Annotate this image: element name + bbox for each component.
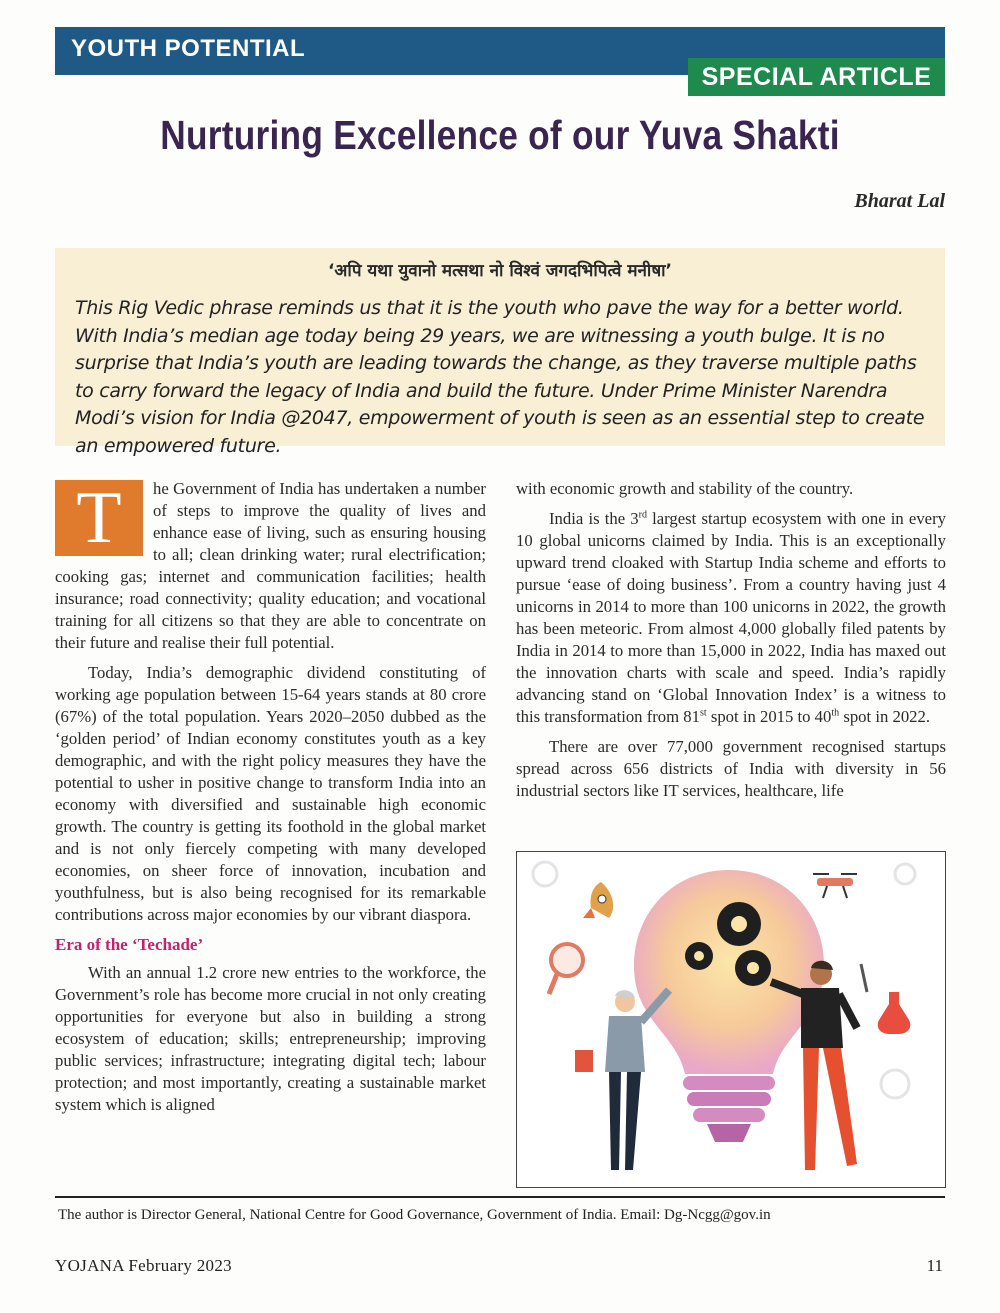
paragraph-4-text-a: India is the 3 [549, 509, 639, 528]
superscript-st: st [700, 707, 707, 719]
paragraph-4-text-c: spot in 2015 to 40 [706, 707, 832, 726]
author-footnote: The author is Director General, National Centre for Good Governance, Government of India. Email: Dg-Ncgg@gov.in [58, 1207, 771, 1223]
flask-icon [861, 964, 910, 1034]
youth-innovation-illustration [516, 851, 946, 1188]
subheading-techade: Era of the ‘Techade’ [55, 935, 204, 954]
section-label: YOUTH POTENTIAL [71, 35, 306, 62]
intro-text: This Rig Vedic phrase reminds us that it is the youth who pave the way for a better world. With India’s median age today being 29 years, we are witnessing a youth bulge. It is no surprise that India’s youth are leading towards the change, as they traverse multiple paths to carry forward the legacy of India and build the future. Under Prime Minister Narendra Modi’s vision for India @2047, empowerment of youth is seen as an essential step to create an empowered future. [75, 297, 925, 457]
paragraph-4 [516, 508, 946, 728]
lightbulb-icon [634, 870, 824, 1074]
paragraph-2: Today, India’s demographic dividend constituting of working age population between 15-64 years stands at 80 crore (67%) of the total population. Years 2020–2050 dubbed as the ‘golden period’ of Indian economy constitutes youth as a key demographic, and with the right policy measures they have the potential to usher in positive change to transform India into an economy with diversified and sustainable high economic growth. The country is getting its foothold in the global market and is not only fiercely competing with many developed economies, on sheer force of innovation, incubation and youthfulness, but is also being recognised for its remarkable contributions across major economies by our vibrant diaspora. [55, 663, 486, 924]
author-name: Bharat Lal [854, 190, 945, 212]
right-column [516, 478, 946, 810]
dropcap: T [55, 480, 143, 556]
paragraph-4-text-b: largest startup ecosystem with one in every 10 global unicorns claimed by India. This is an exceptionally upward trend cloaked with Startup India scheme and efforts to pursue ‘ease of doing business’. From a country having just 4 unicorns in 2014 to more than 100 unicorns in 2022, the growth has been meteoric. From almost 4,000 globally filed patents by India in 2014 to more than 15,000 in 2022, India has maxed out the innovation charts with scale and speed. India’s rapidly advancing stand on ‘Global Innovation Index’ is a witness to this transformation from 81 [516, 509, 946, 726]
paragraph-5: There are over 77,000 government recognised startups spread across 656 districts of India with diversity in 56 industrial sectors like IT services, healthcare, life [516, 737, 946, 800]
page-number: 11 [926, 1256, 943, 1275]
superscript-th: th [831, 707, 840, 719]
magnifier-icon [549, 944, 583, 994]
article-title: Nurturing Excellence of our Yuva Shakti [160, 112, 840, 158]
rocket-icon [583, 882, 613, 918]
sanskrit-quote: ‘अपि यथा युवानो मत्सथा नो विश्वं जगदभिपित्वे मनीषा’ [327, 261, 673, 281]
special-article-badge: SPECIAL ARTICLE [688, 58, 945, 96]
intro-box [55, 248, 945, 457]
superscript-rd: rd [638, 509, 647, 521]
publication-footer: YOJANA February 2023 [55, 1256, 232, 1275]
paragraph-1: he Government of India has undertaken a number of steps to improve the quality of lives and enhance ease of living, such as ensuring housing to all; clean drinking water; rural electrification; cooking gas; internet and communication facilities; health insurance; road connectivity; quality education; and vocational training for all citizens so that they are able to concentrate on their future and realise their full potential. [55, 479, 486, 652]
bulb-base-icon [683, 1076, 775, 1142]
drone-icon [813, 874, 857, 898]
footnote-divider [55, 1196, 945, 1198]
paragraph-3-continued: with economic growth and stability of the country. [516, 479, 854, 498]
left-column [55, 478, 486, 1124]
lightbulb-illustration [517, 852, 945, 1187]
paragraph-4-text-d: spot in 2022. [839, 707, 931, 726]
first-paragraph [55, 478, 486, 654]
paragraph-3: With an annual 1.2 crore new entries to the workforce, the Government’s role has become more crucial in not only creating opportunities for everyone but also in building a strong ecosystem of education; skills; entrepreneurship; improving public services; infrastructure; integrating digital tech; labour protection; and most importantly, creating a sustainable market system which is aligned [55, 963, 486, 1114]
